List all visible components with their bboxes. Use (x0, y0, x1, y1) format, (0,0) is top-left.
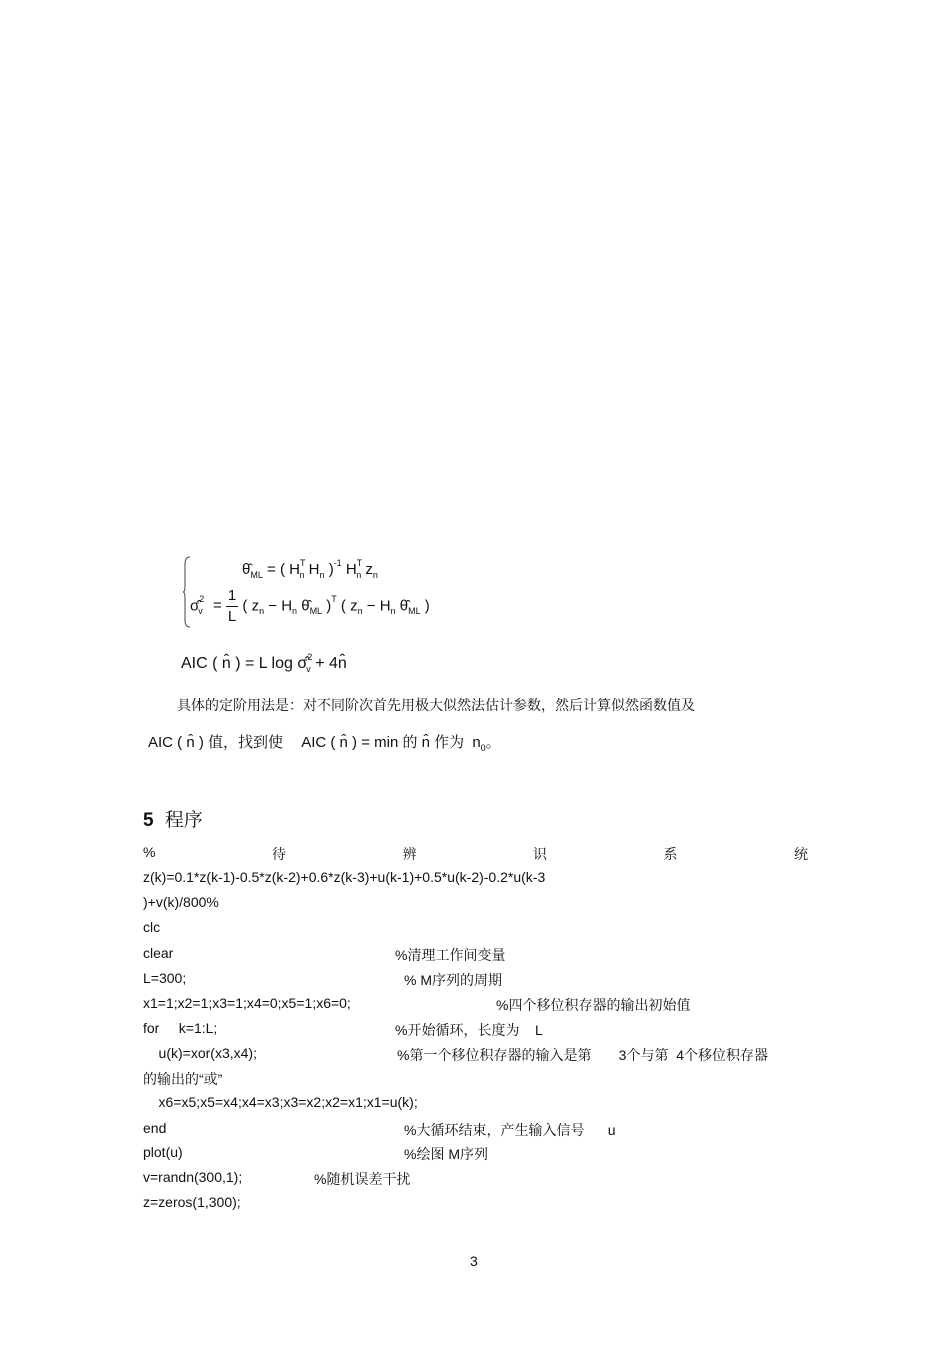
code-line: clc (143, 919, 161, 935)
code-line: )+v(k)/800% (143, 894, 219, 910)
code-line: end (143, 1120, 167, 1136)
paragraph-line-1: 具体的定阶用法是：对不同阶次首先用极大似然法估计参数，然后计算似然函数值及 (177, 697, 695, 713)
code-comment: %大循环结束，产生输入信号 u (404, 1122, 616, 1138)
equation-sigma-v: σ̂$^2_v$ = $\frac{1}{L}$ ( $z_n - H_n$ $\thetâ_{ML}$ )$^T$ ( $z_n - H_n$ $\thetâ_{ML}$ ) (190, 587, 430, 625)
code-line: x6=x5;x5=x4;x4=x3;x3=x2;x2=x1;x1=u(k); (143, 1094, 418, 1110)
section-heading: 5 程序 (143, 810, 203, 831)
code-comment: %绘图 M序列 (404, 1146, 488, 1162)
page-number: 3 (470, 1253, 478, 1269)
code-line: u(k)=xor(x3,x4); (143, 1045, 257, 1061)
code-line: plot(u) (143, 1144, 183, 1160)
code-comment: %清理工作间变量 (395, 947, 506, 963)
code-line: v=randn(300,1); (143, 1169, 243, 1185)
code-comment: %开始循环，长度为 L (395, 1022, 543, 1038)
code-line: L=300; (143, 970, 187, 986)
code-comment: %第一个移位积存器的输入是第 3个与第 4个移位积存器 (397, 1047, 769, 1063)
code-line: clear (143, 945, 174, 961)
fraction: $\frac{1}{L}$ (227, 587, 237, 625)
code-line: x1=1;x2=1;x3=1;x4=0;x5=1;x6=0; (143, 995, 351, 1011)
code-line: z(k)=0.1*z(k-1)-0.5*z(k-2)+0.6*z(k-3)+u(k-1)+0.5*u(k-2)-0.2*u(k-3 (143, 869, 546, 885)
code-line: z=zeros(1,300); (143, 1194, 241, 1210)
paragraph-line-2: AIC ( n̂ ) 值，找到使 AIC ( n̂ ) = min 的 n̂ 作为 $n_0$。 (148, 734, 501, 753)
equation-aic: AIC ( n̂ ) = L log σ̂$^2_v$ + 4n̂ (181, 652, 347, 674)
code-comment: % M序列的周期 (404, 972, 502, 988)
equation-theta-ml: $\thetâ_{ML}$ = ( $H^T_n$ $H_n$ )$^{-1}$ $H^T_n$ $z_n$ (242, 558, 378, 580)
code-line: for k=1:L; (143, 1020, 218, 1036)
code-comment: %随机误差干扰 (314, 1171, 411, 1187)
code-comment: %四个移位积存器的输出初始值 (496, 997, 691, 1013)
code-comment-distributed: % 待 辨 识 系 统 (143, 844, 808, 862)
code-line: 的输出的“或” (143, 1071, 223, 1087)
